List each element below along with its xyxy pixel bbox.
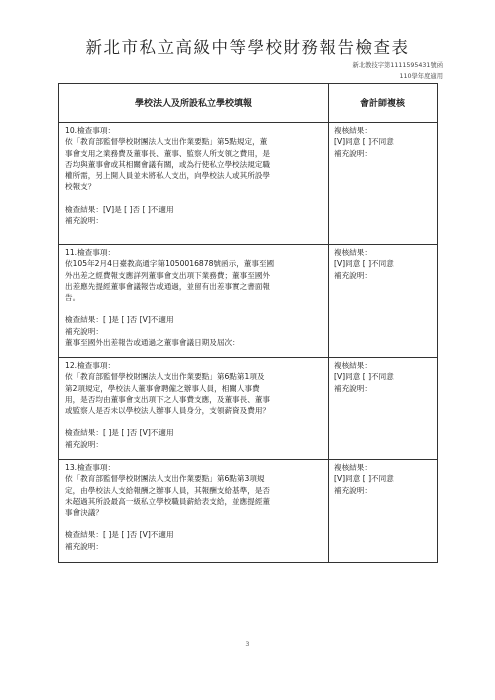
page-title: 新北市私立高級中等學校財務報告檢查表: [85, 38, 410, 57]
text-line: 否均與董事會或其相關會議有關，或為行使私立學校法規定職: [65, 159, 271, 169]
text-line: [V]同意 [ ]不同意: [334, 372, 394, 382]
section-10-auditor: [334, 125, 434, 159]
row-divider: [59, 459, 437, 460]
text-line: 校報支？: [65, 182, 96, 192]
row-divider: [59, 357, 437, 358]
text-line: 補充說明：: [334, 270, 372, 280]
text-line: 權所需，另上開人員並未將私人支出，向學校法人或其所設學: [65, 171, 271, 181]
section-11-school: [65, 247, 323, 348]
section-13-auditor: [334, 462, 434, 496]
text-line: 檢查結果：[ ]是 [ ]否 [V]不適用: [65, 315, 174, 325]
text-line: 事會支用之業務費及董事長、董事、監察人所支領之費用，是: [65, 148, 271, 158]
text-line: 13.檢查事項：: [65, 463, 116, 472]
section-13-school: [65, 462, 323, 552]
text-line: 複核結果：: [334, 361, 372, 370]
text-line: 出差應先提經董事會議報告或通過，並留有出差事實之書面報: [65, 281, 271, 291]
text-line: 檢查結果：[ ]是 [ ]否 [V]不適用: [65, 428, 174, 438]
document-reference: 新北教技字第1111595431號函: [352, 62, 443, 69]
text-line: [V]同意 [ ]不同意: [334, 474, 394, 484]
text-line: 11.檢查事項：: [65, 248, 116, 257]
text-line: 告。: [65, 293, 81, 303]
row-divider: [59, 244, 437, 245]
text-line: 檢查結果：[ ]是 [ ]否 [V]不適用: [65, 530, 174, 540]
text-line: 複核結果：: [334, 463, 372, 472]
text-line: 補充說明：: [334, 148, 372, 158]
text-line: 依「教育部監督學校財團法人支出作業要點」第6點第3項規: [65, 474, 265, 484]
section-12-auditor: [334, 360, 434, 394]
text-line: 用，是否均由董事會支出項下之人事費支應，及董事長、董事: [65, 394, 271, 404]
section-11-auditor: [334, 247, 434, 281]
text-line: 複核結果：: [334, 248, 372, 257]
text-line: 補充說明：: [334, 383, 372, 393]
section-12-school: [65, 360, 323, 450]
text-line: 未超過其所設最高一級私立學校職員薪給表支給，並應提經董: [65, 496, 271, 506]
text-line: 10.檢查事項：: [65, 126, 116, 135]
header-auditor-column: 會計師複核: [359, 99, 405, 109]
text-line: 補充說明：: [334, 485, 372, 495]
checklist-table: [58, 83, 438, 563]
column-divider: [328, 84, 329, 562]
text-line: [V]同意 [ ]不同意: [334, 259, 394, 269]
text-line: 複核結果：: [334, 126, 372, 135]
text-line: [65, 193, 323, 204]
text-line: 檢查結果：[V]是 [ ]否 [ ]不適用: [65, 204, 174, 214]
text-line: 補充說明：: [65, 326, 103, 336]
section-10-school: [65, 125, 323, 226]
text-line: 事會決議？: [65, 508, 103, 518]
text-line: 補充說明：: [65, 439, 103, 449]
academic-year: 110學年度適用: [399, 73, 443, 80]
text-line: [65, 416, 323, 427]
text-line: [65, 303, 323, 314]
text-line: 依「教育部監督學校財團法人支出作業要點」第5點規定，董: [65, 137, 268, 147]
text-line: 董事至國外出差報告或通過之董事會議日期及屆次：: [65, 338, 240, 348]
text-line: 補充說明：: [65, 541, 103, 551]
text-line: 補充說明：: [65, 216, 103, 226]
text-line: 依105年2月4日臺教高通字第1050016878號函示，董事至國: [65, 259, 275, 269]
text-line: 12.檢查事項：: [65, 361, 116, 370]
page-number: 3: [245, 640, 250, 648]
text-line: 定，由學校法人支給報酬之辦事人員，其報酬支給基準，是否: [65, 485, 271, 495]
text-line: 外出差之經費報支應詳列董事會支出項下業務費；董事至國外: [65, 270, 271, 280]
text-line: [V]同意 [ ]不同意: [334, 137, 394, 147]
text-line: 依「教育部監督學校財團法人支出作業要點」第6點第1項及: [65, 372, 265, 382]
text-line: 第2項規定，學校法人董事會聘僱之辦事人員，相關人事費: [65, 383, 260, 393]
text-line: [65, 518, 323, 529]
header-school-column: 學校法人及所設私立學校填報: [134, 99, 252, 109]
row-divider: [59, 122, 437, 123]
text-line: 或監察人是否未以學校法人辦事人員身分，支領薪資及費用？: [65, 406, 271, 416]
